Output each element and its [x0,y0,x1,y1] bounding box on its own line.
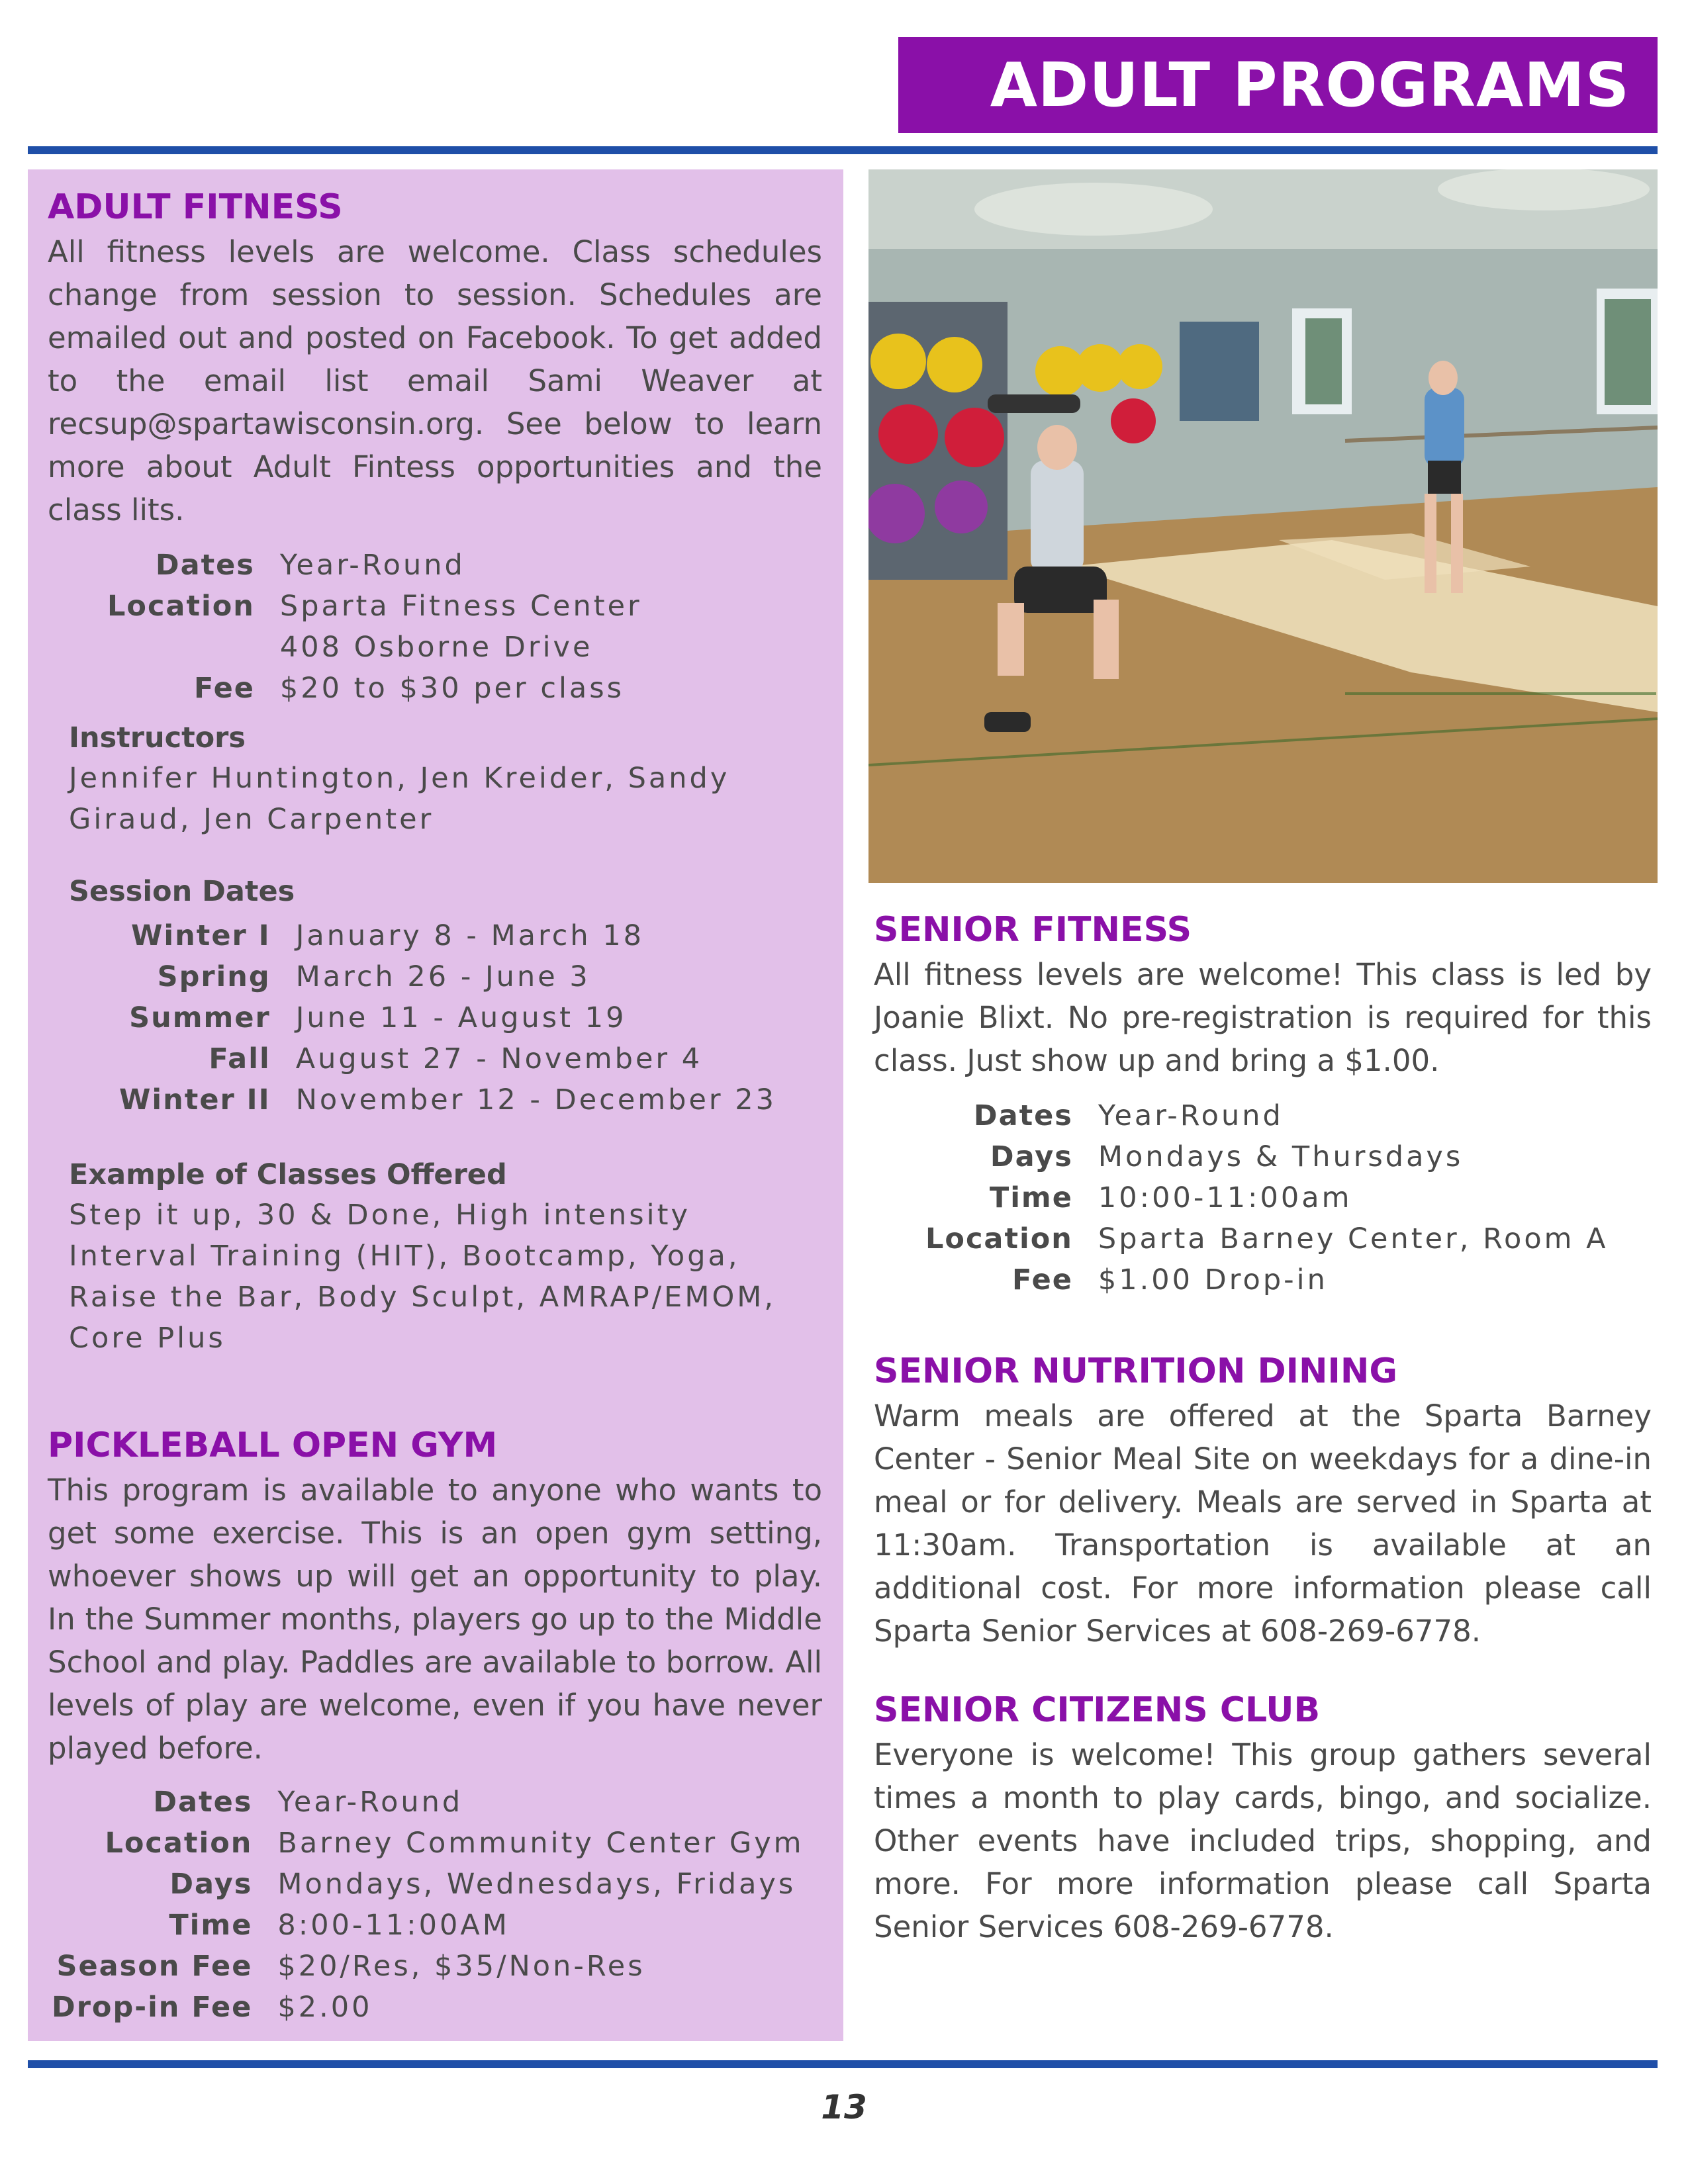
left-panel [28,169,843,2041]
detail-value: 10:00-11:00am [1098,1181,1352,1214]
session-label: Fall [209,1042,271,1075]
senior-nutrition-description: Warm meals are offered at the Sparta Barney Center - Senior Meal Site on weekdays for a dine-in meal or for delivery. Meals are served in Sparta at 11:30am. Transportation is available at an additional cost. For more information please call Sparta Senior Services at 608-269-6778. [874,1398,1652,1649]
detail-row [107,545,642,586]
detail-label: Time [169,1909,253,1942]
senior-nutrition-heading: SENIOR NUTRITION DINING [874,1351,1398,1391]
adult-fitness-details [107,545,642,709]
detail-label: Days [169,1868,253,1901]
detail-row [107,586,642,627]
session-value: June 11 - August 19 [295,1001,627,1034]
pickleball-description: This program is available to anyone who wants to get some exercise. This is an open gym setting, whoever shows up will get an opportunity to play. In the Summer months, players go up to the Middle School and play. Paddles are available to borrow. All levels of play are welcome, even if you have never played before. [48,1473,822,1766]
detail-label: Location [107,590,255,623]
page-banner: ADULT PROGRAMS [898,37,1658,133]
senior-fitness-details [925,1095,1609,1300]
senior-club-heading: SENIOR CITIZENS CLUB [874,1690,1321,1730]
detail-value: Year-Round [277,1786,463,1819]
session-row [119,1038,776,1079]
session-row [119,956,776,997]
detail-value: Barney Community Center Gym [277,1827,804,1860]
adult-fitness-description: All fitness levels are welcome. Class schedules change from session to session. Schedules are emailed out and posted on Facebook. To get added to the email list email Sami Weaver at recsup@spartawisconsin.org. See below to learn more about Adult Fintess opportunities and the class lits. [48,234,822,527]
session-row [119,997,776,1038]
session-row [119,915,776,956]
session-value: August 27 - November 4 [295,1042,703,1075]
instructors-heading: Instructors [69,721,246,754]
detail-value: Sparta Barney Center, Room A [1098,1222,1609,1255]
detail-value: Sparta Fitness Center [279,590,642,623]
detail-value: 408 Osborne Drive [279,631,593,664]
session-label: Winter II [119,1083,271,1116]
page-number: 13 [821,2088,867,2126]
session-value: January 8 - March 18 [295,919,645,952]
detail-row [925,1095,1609,1136]
session-label: Summer [129,1001,271,1034]
detail-value: Mondays & Thursdays [1098,1140,1464,1173]
adult-fitness-heading: ADULT FITNESS [48,187,343,227]
detail-row [52,1823,804,1864]
detail-value: Year-Round [279,549,465,582]
detail-label: Days [990,1140,1073,1173]
detail-label: Location [105,1827,253,1860]
detail-row [107,627,642,668]
detail-label: Dates [973,1099,1073,1132]
detail-label [107,627,280,668]
detail-label: Location [925,1222,1073,1255]
fitness-room-illustration [868,169,1658,883]
detail-value: 8:00-11:00AM [277,1909,510,1942]
bottom-divider [28,2060,1658,2068]
senior-fitness-description: All fitness levels are welcome! This class is led by Joanie Blixt. No pre-registration is required for this class. Just show up and bring a $1.00. [874,957,1652,1078]
detail-value: Year-Round [1098,1099,1284,1132]
session-row [119,1079,776,1120]
detail-value: $20 to $30 per class [279,672,625,705]
detail-label: Dates [153,1786,253,1819]
session-dates-heading: Session Dates [69,875,295,908]
detail-row [52,1905,804,1946]
detail-row [52,1864,804,1905]
detail-row [107,668,642,709]
detail-label: Fee [193,672,255,705]
detail-value: $2.00 [277,1991,373,2024]
pickleball-details [52,1782,804,2028]
classes-list: Step it up, 30 & Done, High intensity Interval Training (HIT), Bootcamp, Yoga, Raise the Bar, Body Sculpt, AMRAP/EMOM, Core Plus [69,1199,776,1355]
session-label: Spring [157,960,271,993]
top-divider [28,146,1658,154]
senior-fitness-heading: SENIOR FITNESS [874,910,1192,950]
detail-label: Time [989,1181,1073,1214]
detail-value: $1.00 Drop-in [1098,1263,1328,1297]
detail-row [52,1987,804,2028]
instructors-list: Jennifer Huntington, Jen Kreider, Sandy Giraud, Jen Carpenter [69,762,730,836]
detail-value: Mondays, Wednesdays, Fridays [277,1868,796,1901]
session-label: Winter I [131,919,271,952]
detail-row [52,1946,804,1987]
session-value: March 26 - June 3 [295,960,590,993]
detail-row [925,1259,1609,1300]
fitness-class-photo [868,169,1658,883]
senior-club-description: Everyone is welcome! This group gathers several times a month to play cards, bingo, and socialize. Other events have included trips, shopping, and more. For more information please call Sparta Senior Services 608-269-6778. [874,1737,1652,1944]
detail-row [925,1177,1609,1218]
pickleball-heading: PICKLEBALL OPEN GYM [48,1426,498,1465]
session-value: November 12 - December 23 [295,1083,776,1116]
detail-label: Season Fee [56,1950,253,1983]
detail-label: Drop-in Fee [52,1991,253,2024]
detail-row [52,1782,804,1823]
detail-label: Fee [1011,1263,1073,1297]
detail-row [925,1218,1609,1259]
detail-row [925,1136,1609,1177]
detail-label: Dates [155,549,255,582]
classes-heading: Example of Classes Offered [69,1158,507,1191]
right-column [874,907,1652,1948]
session-dates-table [119,915,776,1120]
detail-value: $20/Res, $35/Non-Res [277,1950,645,1983]
